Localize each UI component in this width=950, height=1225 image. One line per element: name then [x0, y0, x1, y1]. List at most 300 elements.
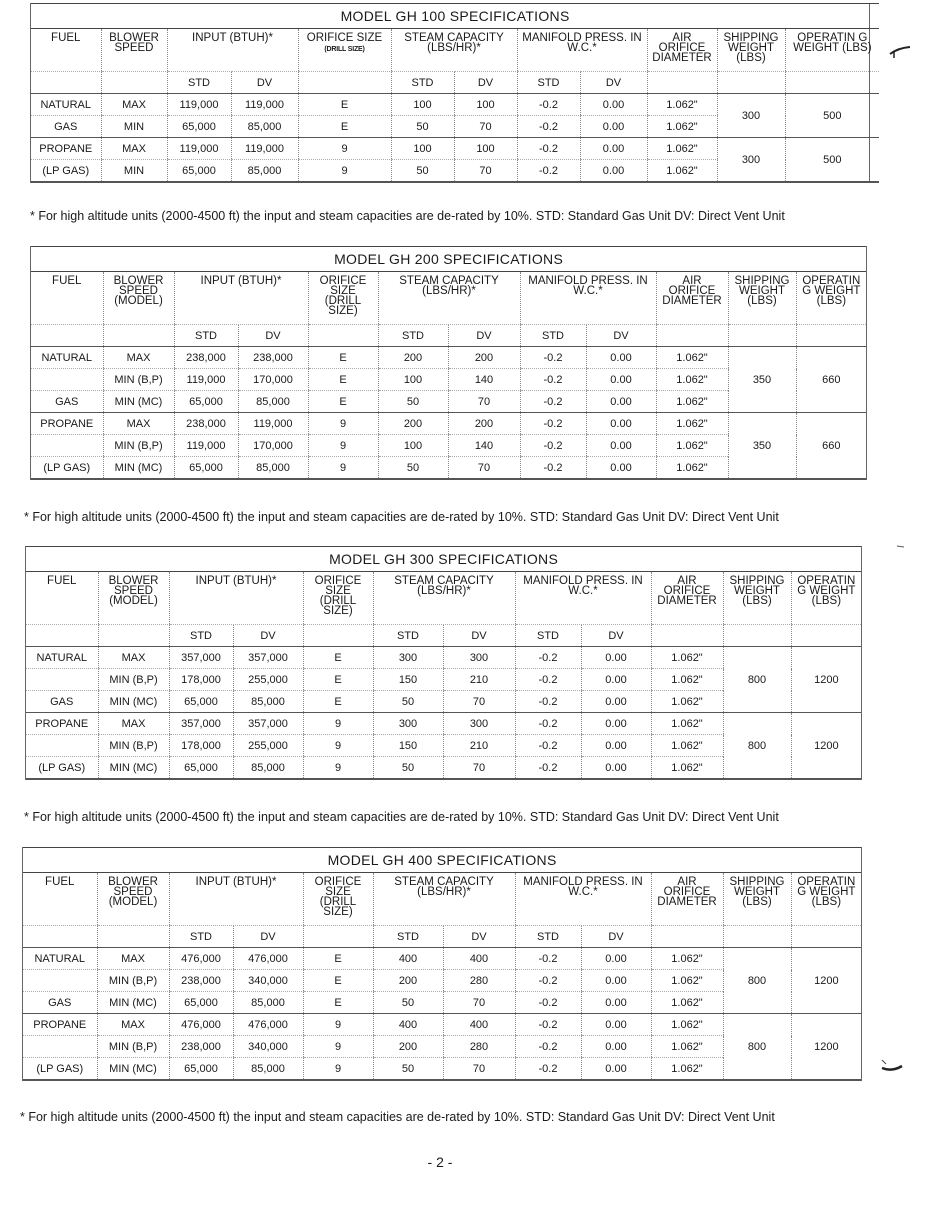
header-input: INPUT (BTUH)*: [169, 873, 303, 926]
input-dv: 85,000: [233, 757, 303, 780]
air-orifice: 1.062": [651, 647, 723, 669]
input-std: 65,000: [174, 457, 238, 480]
air-orifice: 1.062": [656, 413, 728, 435]
spec-table-gh300: [25, 546, 862, 780]
operating-weight: 660: [796, 413, 866, 480]
steam-dv: 70: [454, 160, 517, 183]
steam-std: 50: [373, 691, 443, 713]
header-air-orifice: AIR ORIFICE DIAMETER: [651, 873, 723, 926]
manifold-std: -0.2: [515, 691, 581, 713]
manifold-std: -0.2: [515, 1014, 581, 1036]
subheader-std: STD: [517, 72, 580, 94]
manifold-std: -0.2: [520, 391, 586, 413]
air-orifice: 1.062": [651, 735, 723, 757]
input-std: 357,000: [169, 647, 233, 669]
table-title: MODEL GH 400 SPECIFICATIONS: [23, 848, 861, 873]
header-air-orifice: AIR ORIFICE DIAMETER: [656, 272, 728, 325]
input-std: 65,000: [174, 391, 238, 413]
steam-dv: 400: [443, 1014, 515, 1036]
manifold-dv: 0.00: [581, 970, 651, 992]
manifold-dv: 0.00: [586, 347, 656, 369]
input-dv: 255,000: [233, 669, 303, 691]
table-row: [23, 1014, 861, 1036]
manifold-std: -0.2: [515, 669, 581, 691]
blower-speed: MIN (B,P): [103, 369, 174, 391]
shipping-weight: 800: [723, 713, 791, 780]
manifold-dv: 0.00: [581, 647, 651, 669]
subheader-std: STD: [167, 72, 231, 94]
steam-std: 50: [378, 457, 448, 480]
steam-std: 100: [378, 369, 448, 391]
header-orifice-size: ORIFICE SIZE (DRILL SIZE): [308, 272, 378, 325]
subheader-dv: DV: [454, 72, 517, 94]
operating-weight: 1200: [791, 713, 861, 780]
fuel-label: [26, 669, 98, 691]
subheader-dv: DV: [586, 325, 656, 347]
operating-weight: 1200: [791, 948, 861, 1014]
manifold-std: -0.2: [515, 948, 581, 970]
manifold-std: -0.2: [515, 1036, 581, 1058]
air-orifice: 1.062": [647, 138, 717, 160]
steam-std: 100: [378, 435, 448, 457]
header-blower-speed: BLOWER SPEED (MODEL): [97, 873, 169, 926]
blower-speed: MIN (MC): [103, 457, 174, 480]
fuel-label: NATURAL: [23, 948, 97, 970]
input-std: 238,000: [174, 347, 238, 369]
air-orifice: 1.062": [656, 457, 728, 480]
header-steam-capacity: STEAM CAPACITY (LBS/HR)*: [391, 29, 517, 72]
manifold-std: -0.2: [515, 647, 581, 669]
blower-speed: MIN (MC): [103, 391, 174, 413]
subheader-std: STD: [169, 926, 233, 948]
input-std: 119,000: [167, 94, 231, 116]
manifold-std: -0.2: [517, 116, 580, 138]
steam-std: 400: [373, 948, 443, 970]
input-std: 65,000: [169, 691, 233, 713]
footnote: * For high altitude units (2000-4500 ft) the input and steam capacities are de-rated by 10%. STD: Standard Gas Unit DV: Direct Vent Unit: [20, 1110, 775, 1124]
input-dv: 119,000: [231, 138, 298, 160]
footnote: * For high altitude units (2000-4500 ft) the input and steam capacities are de-rated by 10%. STD: Standard Gas Unit DV: Direct Vent Unit: [30, 209, 785, 223]
steam-std: 50: [373, 1058, 443, 1081]
steam-std: 300: [373, 713, 443, 735]
header-input: INPUT (BTUH)*: [167, 29, 298, 72]
header-air-orifice: AIR ORIFICE DIAMETER: [647, 29, 717, 72]
steam-std: 300: [373, 647, 443, 669]
orifice-size: 9: [303, 1058, 373, 1081]
air-orifice: 1.062": [651, 669, 723, 691]
steam-std: 150: [373, 735, 443, 757]
input-dv: 476,000: [233, 948, 303, 970]
air-orifice: 1.062": [651, 948, 723, 970]
manifold-std: -0.2: [520, 457, 586, 480]
input-dv: 340,000: [233, 970, 303, 992]
input-dv: 340,000: [233, 1036, 303, 1058]
steam-dv: 70: [443, 992, 515, 1014]
blower-speed: MIN (MC): [97, 992, 169, 1014]
orifice-size: 9: [308, 435, 378, 457]
table-row: [31, 138, 879, 160]
air-orifice: 1.062": [647, 160, 717, 183]
header-drill-size-note: (DRILL SIZE): [324, 46, 365, 53]
subheader-std: STD: [378, 325, 448, 347]
subheader-dv: DV: [443, 625, 515, 647]
air-orifice: 1.062": [651, 1014, 723, 1036]
input-dv: 85,000: [238, 457, 308, 480]
orifice-size: E: [303, 992, 373, 1014]
header-blower-speed: BLOWER SPEED: [101, 29, 167, 72]
header-fuel: FUEL: [31, 29, 101, 72]
table-title: MODEL GH 300 SPECIFICATIONS: [26, 547, 861, 572]
footnote: * For high altitude units (2000-4500 ft) the input and steam capacities are de-rated by 10%. STD: Standard Gas Unit DV: Direct Vent Unit: [24, 810, 779, 824]
fuel-label: [23, 970, 97, 992]
orifice-size: E: [303, 948, 373, 970]
air-orifice: 1.062": [651, 992, 723, 1014]
manifold-dv: 0.00: [581, 948, 651, 970]
input-std: 119,000: [167, 138, 231, 160]
header-shipping-weight: SHIPPING WEIGHT (LBS): [723, 873, 791, 926]
shipping-weight: 350: [728, 347, 796, 413]
orifice-size: E: [303, 691, 373, 713]
manifold-std: -0.2: [517, 94, 580, 116]
manifold-std: -0.2: [520, 435, 586, 457]
steam-dv: 280: [443, 1036, 515, 1058]
header-orifice-label: ORIFICE SIZE: [306, 32, 383, 44]
header-shipping-weight: SHIPPING WEIGHT (LBS): [728, 272, 796, 325]
fuel-label: NATURAL: [31, 347, 103, 369]
fuel-label: GAS: [23, 992, 97, 1014]
orifice-size: E: [308, 369, 378, 391]
shipping-weight: 800: [723, 647, 791, 713]
manifold-dv: 0.00: [581, 1058, 651, 1081]
manifold-dv: 0.00: [580, 160, 647, 183]
header-input: INPUT (BTUH)*: [174, 272, 308, 325]
header-orifice-size: ORIFICE SIZE (DRILL SIZE): [303, 873, 373, 926]
manifold-dv: 0.00: [586, 435, 656, 457]
steam-dv: 140: [448, 435, 520, 457]
steam-std: 200: [378, 413, 448, 435]
header-manifold-press: MANIFOLD PRESS. IN W.C.*: [520, 272, 656, 325]
input-dv: 85,000: [233, 691, 303, 713]
scan-mark-icon: [896, 543, 906, 549]
input-std: 65,000: [169, 992, 233, 1014]
input-dv: 119,000: [231, 94, 298, 116]
blower-speed: MIN (MC): [97, 1058, 169, 1081]
blower-speed: MIN (MC): [98, 691, 169, 713]
input-std: 65,000: [169, 1058, 233, 1081]
steam-std: 200: [373, 1036, 443, 1058]
table-row: [31, 94, 879, 116]
header-orifice-size: [298, 29, 391, 72]
fuel-label: GAS: [26, 691, 98, 713]
operating-weight: 660: [796, 347, 866, 413]
header-fuel: FUEL: [26, 572, 98, 625]
fuel-label: [26, 735, 98, 757]
manifold-std: -0.2: [515, 735, 581, 757]
subheader-std: STD: [169, 625, 233, 647]
steam-std: 100: [391, 94, 454, 116]
manifold-dv: 0.00: [586, 413, 656, 435]
table-title: MODEL GH 200 SPECIFICATIONS: [31, 247, 866, 272]
orifice-size: E: [298, 116, 391, 138]
header-steam-capacity: STEAM CAPACITY (LBS/HR)*: [373, 873, 515, 926]
table-row: [31, 413, 866, 435]
input-dv: 85,000: [233, 992, 303, 1014]
scan-mark-icon: [880, 1058, 906, 1074]
input-dv: 357,000: [233, 647, 303, 669]
operating-weight: 1200: [791, 1014, 861, 1081]
subheader-dv: DV: [581, 625, 651, 647]
manifold-std: -0.2: [520, 369, 586, 391]
manifold-dv: 0.00: [581, 757, 651, 780]
blower-speed: MAX: [103, 347, 174, 369]
air-orifice: 1.062": [656, 435, 728, 457]
fuel-label: (LP GAS): [26, 757, 98, 780]
subheader-std: STD: [391, 72, 454, 94]
steam-std: 50: [391, 116, 454, 138]
steam-std: 50: [373, 992, 443, 1014]
spec-table-gh200: [30, 246, 867, 480]
input-dv: 85,000: [231, 160, 298, 183]
orifice-size: E: [303, 669, 373, 691]
operating-weight: 1200: [791, 647, 861, 713]
subheader-std: STD: [520, 325, 586, 347]
manifold-std: -0.2: [515, 713, 581, 735]
scan-mark-icon: [888, 44, 914, 62]
fuel-label: GAS: [31, 116, 101, 138]
steam-std: 200: [378, 347, 448, 369]
fuel-label: (LP GAS): [23, 1058, 97, 1081]
orifice-size: E: [308, 391, 378, 413]
orifice-size: 9: [303, 1014, 373, 1036]
manifold-dv: 0.00: [580, 116, 647, 138]
input-std: 119,000: [174, 435, 238, 457]
manifold-dv: 0.00: [581, 992, 651, 1014]
steam-std: 50: [391, 160, 454, 183]
header-input: INPUT (BTUH)*: [169, 572, 303, 625]
orifice-size: 9: [298, 160, 391, 183]
shipping-weight: 300: [717, 138, 785, 183]
input-dv: 170,000: [238, 369, 308, 391]
fuel-label: PROPANE: [31, 413, 103, 435]
steam-dv: 100: [454, 94, 517, 116]
steam-dv: 200: [448, 413, 520, 435]
input-std: 65,000: [167, 116, 231, 138]
blower-speed: MIN (MC): [98, 757, 169, 780]
fuel-label: [31, 435, 103, 457]
header-operating-weight: OPERATIN G WEIGHT (LBS): [785, 29, 879, 72]
fuel-label: NATURAL: [31, 94, 101, 116]
orifice-size: 9: [298, 138, 391, 160]
steam-dv: 210: [443, 735, 515, 757]
blower-speed: MAX: [97, 1014, 169, 1036]
steam-std: 100: [391, 138, 454, 160]
header-shipping-weight: SHIPPING WEIGHT (LBS): [723, 572, 791, 625]
input-dv: 238,000: [238, 347, 308, 369]
steam-dv: 200: [448, 347, 520, 369]
blower-speed: MAX: [98, 713, 169, 735]
input-dv: 255,000: [233, 735, 303, 757]
shipping-weight: 350: [728, 413, 796, 480]
steam-std: 50: [373, 757, 443, 780]
shipping-weight: 800: [723, 1014, 791, 1081]
input-std: 65,000: [167, 160, 231, 183]
footnote: * For high altitude units (2000-4500 ft) the input and steam capacities are de-rated by 10%. STD: Standard Gas Unit DV: Direct Vent Unit: [24, 510, 779, 524]
input-dv: 85,000: [233, 1058, 303, 1081]
steam-std: 150: [373, 669, 443, 691]
table-row: [26, 647, 861, 669]
subheader-dv: DV: [581, 926, 651, 948]
air-orifice: 1.062": [651, 970, 723, 992]
blower-speed: MIN: [101, 160, 167, 183]
steam-std: 400: [373, 1014, 443, 1036]
header-air-orifice: AIR ORIFICE DIAMETER: [651, 572, 723, 625]
input-std: 238,000: [169, 970, 233, 992]
manifold-dv: 0.00: [581, 691, 651, 713]
steam-dv: 140: [448, 369, 520, 391]
air-orifice: 1.062": [656, 347, 728, 369]
subheader-std: STD: [515, 926, 581, 948]
air-orifice: 1.062": [647, 94, 717, 116]
air-orifice: 1.062": [651, 713, 723, 735]
input-std: 476,000: [169, 948, 233, 970]
header-blower-speed: BLOWER SPEED (MODEL): [98, 572, 169, 625]
manifold-std: -0.2: [515, 757, 581, 780]
header-operating-weight: OPERATIN G WEIGHT (LBS): [791, 572, 861, 625]
fuel-label: [23, 1036, 97, 1058]
steam-dv: 70: [454, 116, 517, 138]
fuel-label: [31, 369, 103, 391]
orifice-size: E: [303, 970, 373, 992]
input-dv: 476,000: [233, 1014, 303, 1036]
steam-dv: 300: [443, 713, 515, 735]
header-steam-capacity: STEAM CAPACITY (LBS/HR)*: [378, 272, 520, 325]
input-dv: 357,000: [233, 713, 303, 735]
spec-table-gh400: [22, 847, 862, 1081]
steam-dv: 70: [448, 457, 520, 480]
subheader-std: STD: [174, 325, 238, 347]
blower-speed: MAX: [103, 413, 174, 435]
subheader-dv: DV: [580, 72, 647, 94]
manifold-std: -0.2: [520, 413, 586, 435]
blower-speed: MIN (B,P): [103, 435, 174, 457]
subheader-dv: DV: [233, 926, 303, 948]
steam-std: 200: [373, 970, 443, 992]
steam-dv: 70: [443, 757, 515, 780]
subheader-dv: DV: [238, 325, 308, 347]
operating-weight: 500: [785, 94, 879, 138]
manifold-dv: 0.00: [581, 1014, 651, 1036]
fuel-label: PROPANE: [26, 713, 98, 735]
header-operating-weight: OPERATIN G WEIGHT (LBS): [796, 272, 866, 325]
fuel-label: (LP GAS): [31, 160, 101, 183]
fuel-label: PROPANE: [31, 138, 101, 160]
manifold-std: -0.2: [517, 138, 580, 160]
steam-dv: 70: [443, 1058, 515, 1081]
orifice-size: E: [298, 94, 391, 116]
header-manifold-press: MANIFOLD PRESS. IN W.C.*: [517, 29, 647, 72]
header-fuel: FUEL: [31, 272, 103, 325]
orifice-size: 9: [308, 457, 378, 480]
manifold-dv: 0.00: [581, 1036, 651, 1058]
header-blower-speed: BLOWER SPEED (MODEL): [103, 272, 174, 325]
header-operating-weight: OPERATIN G WEIGHT (LBS): [791, 873, 861, 926]
blower-speed: MIN (B,P): [97, 970, 169, 992]
table-row: [31, 347, 866, 369]
table-title: MODEL GH 100 SPECIFICATIONS: [31, 4, 879, 29]
header-manifold-press: MANIFOLD PRESS. IN W.C.*: [515, 572, 651, 625]
air-orifice: 1.062": [656, 391, 728, 413]
subheader-dv: DV: [448, 325, 520, 347]
header-fuel: FUEL: [23, 873, 97, 926]
orifice-size: 9: [303, 1036, 373, 1058]
manifold-dv: 0.00: [586, 369, 656, 391]
blower-speed: MIN (B,P): [98, 669, 169, 691]
blower-speed: MAX: [98, 647, 169, 669]
blower-speed: MIN (B,P): [97, 1036, 169, 1058]
manifold-dv: 0.00: [581, 669, 651, 691]
header-steam-capacity: STEAM CAPACITY (LBS/HR)*: [373, 572, 515, 625]
steam-dv: 70: [443, 691, 515, 713]
input-std: 178,000: [169, 669, 233, 691]
subheader-dv: DV: [443, 926, 515, 948]
header-shipping-weight: SHIPPING WEIGHT (LBS): [717, 29, 785, 72]
manifold-std: -0.2: [515, 970, 581, 992]
blower-speed: MAX: [101, 138, 167, 160]
manifold-std: -0.2: [517, 160, 580, 183]
subheader-dv: DV: [231, 72, 298, 94]
orifice-size: E: [308, 347, 378, 369]
orifice-size: 9: [303, 757, 373, 780]
air-orifice: 1.062": [651, 1058, 723, 1081]
input-std: 357,000: [169, 713, 233, 735]
steam-std: 50: [378, 391, 448, 413]
steam-dv: 100: [454, 138, 517, 160]
shipping-weight: 800: [723, 948, 791, 1014]
spec-table-gh100: [30, 3, 870, 183]
table-row: [26, 713, 861, 735]
manifold-dv: 0.00: [581, 713, 651, 735]
shipping-weight: 300: [717, 94, 785, 138]
blower-speed: MAX: [101, 94, 167, 116]
input-std: 178,000: [169, 735, 233, 757]
input-std: 238,000: [169, 1036, 233, 1058]
input-dv: 170,000: [238, 435, 308, 457]
steam-dv: 70: [448, 391, 520, 413]
fuel-label: NATURAL: [26, 647, 98, 669]
input-std: 476,000: [169, 1014, 233, 1036]
manifold-dv: 0.00: [586, 457, 656, 480]
input-std: 65,000: [169, 757, 233, 780]
air-orifice: 1.062": [651, 691, 723, 713]
manifold-std: -0.2: [520, 347, 586, 369]
header-orifice-size: ORIFICE SIZE (DRILL SIZE): [303, 572, 373, 625]
manifold-dv: 0.00: [581, 735, 651, 757]
input-dv: 85,000: [238, 391, 308, 413]
air-orifice: 1.062": [647, 116, 717, 138]
blower-speed: MAX: [97, 948, 169, 970]
manifold-dv: 0.00: [586, 391, 656, 413]
fuel-label: GAS: [31, 391, 103, 413]
subheader-std: STD: [373, 926, 443, 948]
steam-dv: 210: [443, 669, 515, 691]
blower-speed: MIN: [101, 116, 167, 138]
header-manifold-press: MANIFOLD PRESS. IN W.C.*: [515, 873, 651, 926]
page-number: - 2 -: [427, 1154, 453, 1170]
input-dv: 85,000: [231, 116, 298, 138]
air-orifice: 1.062": [651, 757, 723, 780]
orifice-size: 9: [303, 735, 373, 757]
orifice-size: E: [303, 647, 373, 669]
